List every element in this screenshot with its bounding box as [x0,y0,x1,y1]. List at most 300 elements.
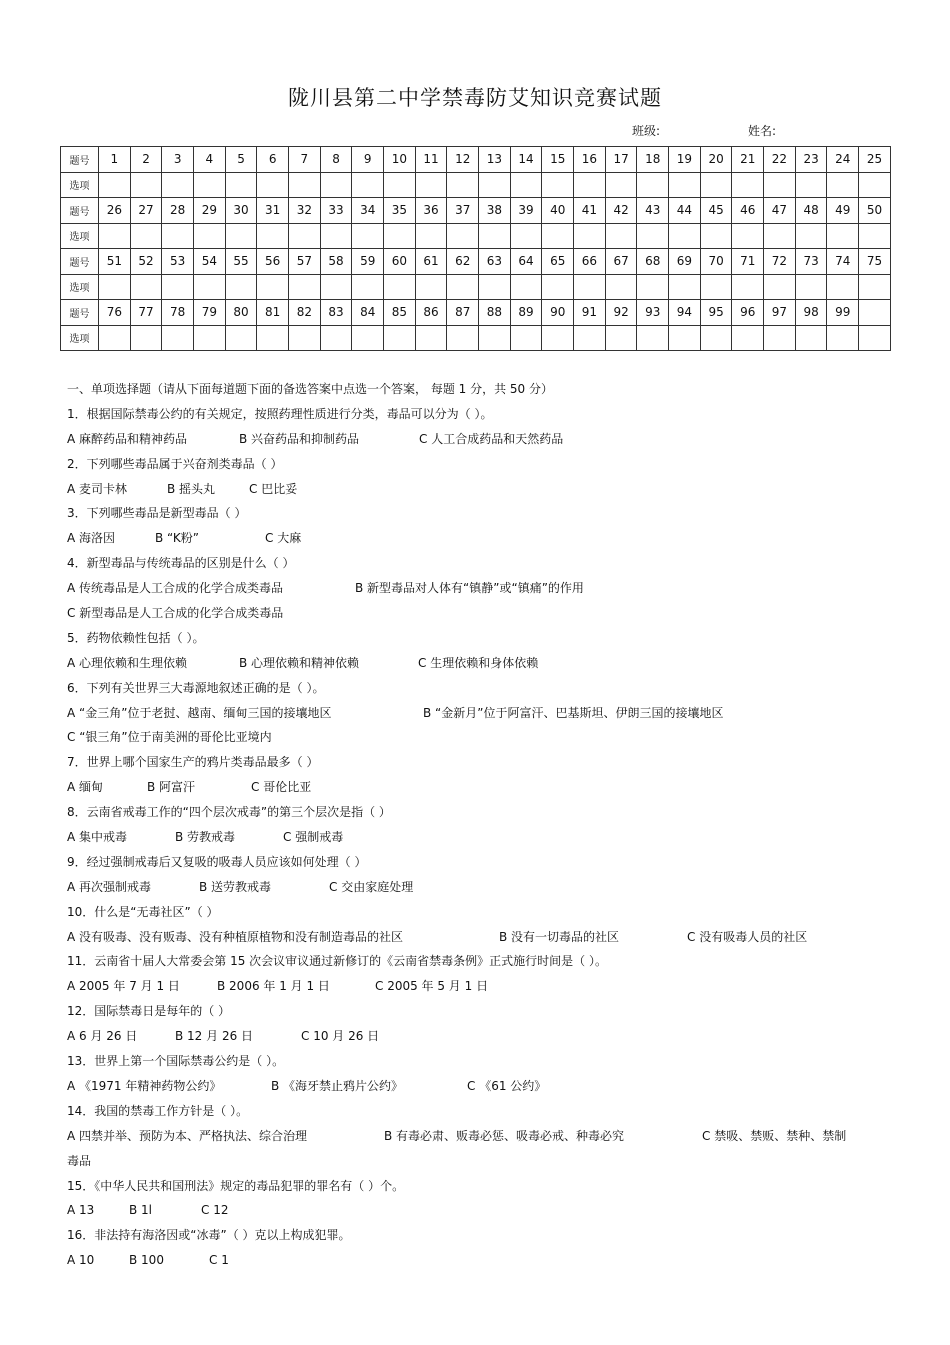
answer-cell[interactable] [859,274,891,300]
question-number-cell: 46 [732,198,764,224]
answer-cell[interactable] [447,325,479,351]
question-text: 6．下列有关世界三大毒源地叙述正确的是（ ）。 [67,680,325,695]
answer-cell[interactable] [637,223,669,249]
answer-cell[interactable] [795,223,827,249]
exam-title: 陇川县第二中学禁毒防艾知识竞赛试题 [288,86,662,110]
answer-cell[interactable] [669,274,701,300]
number-row-label: 题号 [61,249,99,275]
answer-cell[interactable] [637,325,669,351]
answer-cell[interactable] [194,325,226,351]
answer-option: C 人工合成药品和天然药品 [419,431,564,446]
answer-cell[interactable] [669,172,701,198]
number-row-label: 题号 [61,198,99,224]
answer-option: B “金新月”位于阿富汗、巴基斯坦、伊朗三国的接壤地区 [423,705,724,720]
question-number-cell: 31 [257,198,289,224]
answer-cell[interactable] [542,274,574,300]
question-number-cell: 45 [700,198,732,224]
answer-cell[interactable] [99,274,131,300]
answer-option: A 海洛因 [67,531,116,546]
answer-cell[interactable] [415,274,447,300]
question-number-cell: 7 [289,147,321,173]
answer-option: C 禁吸、禁贩、禁种、禁制 [702,1128,847,1143]
answer-cell[interactable] [795,274,827,300]
answer-option: B 有毒必肃、贩毒必惩、吸毒必戒、种毒必究 [384,1128,625,1143]
question-number-cell: 92 [605,300,637,326]
question-number-cell: 18 [637,147,669,173]
question-number-cell: 15 [542,147,574,173]
question-number-cell: 96 [732,300,764,326]
question-number-cell: 1 [99,147,131,173]
answer-cell[interactable] [194,274,226,300]
answer-cell[interactable] [669,223,701,249]
question-number-cell: 57 [289,249,321,275]
answer-option: B 12 月 26 日 [175,1029,254,1044]
option-row [61,325,891,351]
question-text: 3．下列哪些毒品是新型毒品（ ） [67,506,247,521]
question-number-cell: 35 [384,198,416,224]
question-number-cell: 98 [795,300,827,326]
answer-cell[interactable] [352,172,384,198]
question-number-cell: 12 [447,147,479,173]
question-number-cell: 13 [479,147,511,173]
question-number-cell: 73 [795,249,827,275]
question-number-cell: 25 [859,147,891,173]
answer-cell[interactable] [447,274,479,300]
answer-cell[interactable] [162,325,194,351]
answer-cell[interactable] [859,325,891,351]
question-text: 11．云南省十届人大常委会第 15 次会议审议通过新修订的《云南省禁毒条例》正式施行时间是（ ）。 [67,954,607,969]
answer-cell[interactable] [542,223,574,249]
number-row-label: 题号 [61,300,99,326]
answer-option: A 6 月 26 日 [67,1029,138,1044]
question-number-cell: 5 [225,147,257,173]
answer-cell[interactable] [732,172,764,198]
question-number-cell: 66 [574,249,606,275]
answer-option: A 13 [67,1203,95,1218]
answer-cell[interactable] [764,172,796,198]
answer-option: B 2006 年 1 月 1 日 [217,979,330,994]
answer-option: A 没有吸毒、没有贩毒、没有种植原植物和没有制造毒品的社区 [67,929,404,944]
question-number-cell: 42 [605,198,637,224]
answer-option: C 《61 公约》 [467,1078,547,1093]
answer-cell[interactable] [289,172,321,198]
question-text: 9．经过强制戒毒后又复吸的吸毒人员应该如何处理（ ） [67,854,367,869]
question-text: 8．云南省戒毒工作的“四个层次戒毒”的第三个层次是指（ ） [67,805,391,820]
answer-cell[interactable] [289,274,321,300]
question-number-cell: 47 [764,198,796,224]
question-number-cell: 4 [194,147,226,173]
answer-options [67,974,897,999]
answer-cell[interactable] [130,274,162,300]
answer-cell[interactable] [700,223,732,249]
answer-option: A 麦司卡林 [67,481,128,496]
answer-cell[interactable] [637,172,669,198]
question-text: 12．国际禁毒日是每年的（ ） [67,1004,231,1019]
option-row [61,274,891,300]
answer-cell[interactable] [542,172,574,198]
answer-cell[interactable] [447,223,479,249]
answer-cell[interactable] [510,274,542,300]
number-row [61,198,891,224]
question-number-cell: 99 [827,300,859,326]
answer-options [67,526,897,551]
answer-option: B 阿富汗 [147,780,196,795]
answer-options [67,427,897,452]
number-row [61,249,891,275]
answer-cell[interactable] [320,274,352,300]
answer-cell[interactable] [130,325,162,351]
answer-cell[interactable] [225,172,257,198]
question-number-cell: 39 [510,198,542,224]
question-number-cell: 65 [542,249,574,275]
question-number-cell: 82 [289,300,321,326]
question-number-cell: 28 [162,198,194,224]
answer-cell[interactable] [162,223,194,249]
answer-cell[interactable] [827,223,859,249]
answer-cell[interactable] [194,223,226,249]
question-number-cell: 26 [99,198,131,224]
answer-cell[interactable] [764,223,796,249]
question-number-cell: 9 [352,147,384,173]
answer-cell[interactable] [669,325,701,351]
answer-option: A 传统毒品是人工合成的化学合成类毒品 [67,581,284,596]
question-number-cell: 84 [352,300,384,326]
answer-cell[interactable] [732,223,764,249]
answer-cell[interactable] [352,325,384,351]
class-label: 班级: [632,124,661,138]
question-number-cell: 72 [764,249,796,275]
question-number-cell: 17 [605,147,637,173]
question-number-cell: 94 [669,300,701,326]
answer-cell[interactable] [827,172,859,198]
answer-option: B “K粉” [155,531,199,546]
answer-cell[interactable] [415,223,447,249]
question-number-cell: 49 [827,198,859,224]
question-text: 15．《中华人民共和国刑法》规定的毒品犯罪的罪名有（ ）个。 [67,1178,405,1193]
answer-cell[interactable] [764,274,796,300]
answer-cell[interactable] [605,274,637,300]
answer-cell[interactable] [795,325,827,351]
question-number-cell: 53 [162,249,194,275]
question-number-cell: 11 [415,147,447,173]
answer-cell[interactable] [289,325,321,351]
answer-options [67,1024,897,1049]
question-number-cell: 44 [669,198,701,224]
answer-cell[interactable] [225,325,257,351]
question-number-cell: 63 [479,249,511,275]
question-number-cell: 23 [795,147,827,173]
answer-options [67,701,897,726]
answer-options [67,1198,897,1223]
question-text: 5．药物依赖性包括（ ）。 [67,630,205,645]
answer-options [67,1124,897,1149]
number-row [61,147,891,173]
answer-option: C 没有吸毒人员的社区 [687,929,808,944]
question-number-cell: 22 [764,147,796,173]
answer-cell[interactable] [605,172,637,198]
answer-cell[interactable] [542,325,574,351]
option-row-label: 选项 [61,325,99,351]
answer-cell[interactable] [827,274,859,300]
answer-cell[interactable] [764,325,796,351]
question-number-cell: 67 [605,249,637,275]
answer-cell[interactable] [130,223,162,249]
answer-cell[interactable] [352,223,384,249]
answer-cell[interactable] [384,172,416,198]
answer-option: B 1l [129,1203,153,1218]
answer-cell[interactable] [289,223,321,249]
answer-option: B 劳教戒毒 [175,830,236,845]
question-number-cell: 33 [320,198,352,224]
question-number-cell: 43 [637,198,669,224]
question-text: 16．非法持有海洛因或“冰毒”（ ）克以上构成犯罪。 [67,1228,351,1243]
answer-cell[interactable] [574,172,606,198]
question-number-cell: 52 [130,249,162,275]
answer-cell[interactable] [99,223,131,249]
answer-cell[interactable] [257,223,289,249]
answer-cell[interactable] [352,274,384,300]
answer-cell[interactable] [225,274,257,300]
question-number-cell: 30 [225,198,257,224]
question-number-cell: 61 [415,249,447,275]
question-number-cell: 62 [447,249,479,275]
answer-options [67,1248,897,1273]
question-number-cell: 59 [352,249,384,275]
answer-option: A 再次强制戒毒 [67,879,152,894]
question-number-cell: 88 [479,300,511,326]
answer-options [67,825,897,850]
answer-option: B 心理依赖和精神依赖 [239,655,360,670]
question-number-cell: 71 [732,249,764,275]
question-number-cell: 40 [542,198,574,224]
question-list [67,377,897,1273]
question-text: 2．下列哪些毒品属于兴奋剂类毒品（ ） [67,456,283,471]
question-number-cell: 19 [669,147,701,173]
option-row-label: 选项 [61,223,99,249]
question-number-cell: 64 [510,249,542,275]
answer-option: C 巴比妥 [249,481,298,496]
answer-option: B 送劳教戒毒 [199,879,272,894]
answer-option: A 心理依赖和生理依赖 [67,655,188,670]
answer-cell[interactable] [320,172,352,198]
question-number-cell: 81 [257,300,289,326]
option-continuation: 毒品 [67,1153,92,1168]
number-row [61,300,891,326]
answer-cell[interactable] [510,325,542,351]
question-number-cell: 54 [194,249,226,275]
answer-options [67,651,897,676]
answer-option: B 没有一切毒品的社区 [499,929,620,944]
question-number-cell: 79 [194,300,226,326]
question-number-cell: 86 [415,300,447,326]
answer-option: C 生理依赖和身体依赖 [418,655,539,670]
question-number-cell: 70 [700,249,732,275]
question-number-cell: 89 [510,300,542,326]
question-number-cell: 16 [574,147,606,173]
question-text: 14．我国的禁毒工作方针是（ ）。 [67,1103,249,1118]
question-number-cell: 37 [447,198,479,224]
answer-sheet-table [60,146,891,351]
answer-cell[interactable] [162,172,194,198]
question-number-cell: 41 [574,198,606,224]
number-row-label: 题号 [61,147,99,173]
question-number-cell: 75 [859,249,891,275]
question-number-cell: 74 [827,249,859,275]
question-number-cell: 34 [352,198,384,224]
question-number-cell: 56 [257,249,289,275]
answer-cell[interactable] [637,274,669,300]
question-number-cell: 80 [225,300,257,326]
answer-option: C “银三角”位于南美洲的哥伦比亚境内 [67,730,272,745]
answer-options [67,477,897,502]
option-row [61,172,891,198]
answer-options [67,725,897,750]
question-number-cell: 24 [827,147,859,173]
question-number-cell: 58 [320,249,352,275]
question-text: 13．世界上第一个国际禁毒公约是（ ）。 [67,1054,285,1069]
answer-cell[interactable] [510,223,542,249]
question-number-cell: 97 [764,300,796,326]
answer-options [67,1074,897,1099]
question-number-cell: 55 [225,249,257,275]
answer-options [67,576,897,601]
question-text: 10．什么是“无毒社区”（ ） [67,904,219,919]
question-number-cell: 93 [637,300,669,326]
question-number-cell: 90 [542,300,574,326]
answer-option: A 《1971 年精神药物公约》 [67,1078,222,1093]
question-number-cell: 60 [384,249,416,275]
answer-cell[interactable] [384,325,416,351]
answer-cell[interactable] [257,274,289,300]
question-number-cell: 78 [162,300,194,326]
question-number-cell: 76 [99,300,131,326]
question-number-cell: 68 [637,249,669,275]
answer-cell[interactable] [99,325,131,351]
question-number-cell: 2 [130,147,162,173]
answer-option: A 麻醉药品和精神药品 [67,431,188,446]
answer-option: B 新型毒品对人体有“镇静”或“镇痛”的作用 [355,581,584,596]
question-number-cell: 87 [447,300,479,326]
answer-cell[interactable] [194,172,226,198]
answer-cell[interactable] [732,325,764,351]
answer-cell[interactable] [605,223,637,249]
answer-options [67,875,897,900]
question-number-cell: 50 [859,198,891,224]
question-number-cell: 95 [700,300,732,326]
answer-cell[interactable] [320,223,352,249]
answer-option: C 12 [201,1203,229,1218]
answer-options [67,925,897,950]
question-number-cell [859,300,891,326]
answer-option: A 缅甸 [67,780,104,795]
answer-cell[interactable] [795,172,827,198]
answer-option: B 兴奋药品和抑制药品 [239,431,360,446]
question-number-cell: 48 [795,198,827,224]
answer-cell[interactable] [479,325,511,351]
answer-cell[interactable] [415,325,447,351]
question-text: 4．新型毒品与传统毒品的区别是什么（ ） [67,556,295,571]
answer-cell[interactable] [479,223,511,249]
answer-option: C 新型毒品是人工合成的化学合成类毒品 [67,606,284,621]
option-row [61,223,891,249]
answer-option: A 集中戒毒 [67,830,128,845]
question-number-cell: 10 [384,147,416,173]
question-number-cell: 6 [257,147,289,173]
answer-cell[interactable] [510,172,542,198]
answer-option: A 10 [67,1253,95,1268]
answer-option: C 1 [209,1253,229,1268]
answer-cell[interactable] [732,274,764,300]
answer-cell[interactable] [479,172,511,198]
answer-cell[interactable] [479,274,511,300]
answer-cell[interactable] [859,172,891,198]
answer-option: B 100 [129,1253,164,1268]
answer-cell[interactable] [700,172,732,198]
answer-cell[interactable] [574,223,606,249]
question-number-cell: 51 [99,249,131,275]
question-number-cell: 77 [130,300,162,326]
question-text: 1．根据国际禁毒公约的有关规定，按照药理性质进行分类，毒品可以分为（ ）。 [67,406,493,421]
answer-option: B 摇头丸 [167,481,216,496]
question-number-cell: 27 [130,198,162,224]
answer-cell[interactable] [257,325,289,351]
question-number-cell: 91 [574,300,606,326]
answer-cell[interactable] [574,325,606,351]
question-number-cell: 3 [162,147,194,173]
answer-cell[interactable] [700,274,732,300]
question-number-cell: 20 [700,147,732,173]
section-heading: 一、单项选择题（请从下面每道题下面的备选答案中点选一个答案， 每题 1 分，共 50 分） [67,382,553,396]
name-label: 姓名: [748,124,777,138]
question-number-cell: 69 [669,249,701,275]
answer-cell[interactable] [574,274,606,300]
answer-cell[interactable] [225,223,257,249]
question-number-cell: 38 [479,198,511,224]
question-number-cell: 32 [289,198,321,224]
answer-cell[interactable] [447,172,479,198]
option-row-label: 选项 [61,172,99,198]
answer-cell[interactable] [605,325,637,351]
question-number-cell: 14 [510,147,542,173]
answer-cell[interactable] [130,172,162,198]
answer-cell[interactable] [320,325,352,351]
answer-option: C 10 月 26 日 [301,1029,380,1044]
answer-option: C 哥伦比亚 [251,780,312,795]
answer-option: B 《海牙禁止鸦片公约》 [271,1078,404,1093]
answer-cell[interactable] [827,325,859,351]
question-number-cell: 83 [320,300,352,326]
question-number-cell: 85 [384,300,416,326]
answer-cell[interactable] [257,172,289,198]
answer-cell[interactable] [162,274,194,300]
answer-cell[interactable] [384,274,416,300]
answer-cell[interactable] [384,223,416,249]
question-number-cell: 36 [415,198,447,224]
answer-cell[interactable] [415,172,447,198]
question-text: 7．世界上哪个国家生产的鸦片类毒品最多（ ） [67,755,319,770]
question-number-cell: 8 [320,147,352,173]
answer-option: C 强制戒毒 [283,830,344,845]
answer-cell[interactable] [859,223,891,249]
answer-cell[interactable] [700,325,732,351]
answer-option: C 大麻 [265,531,302,546]
answer-option: A 2005 年 7 月 1 日 [67,979,180,994]
answer-options [67,601,897,626]
answer-cell[interactable] [99,172,131,198]
answer-option: A 四禁并举、预防为本、严格执法、综合治理 [67,1128,308,1143]
question-number-cell: 21 [732,147,764,173]
answer-option: C 交由家庭处理 [329,879,414,894]
